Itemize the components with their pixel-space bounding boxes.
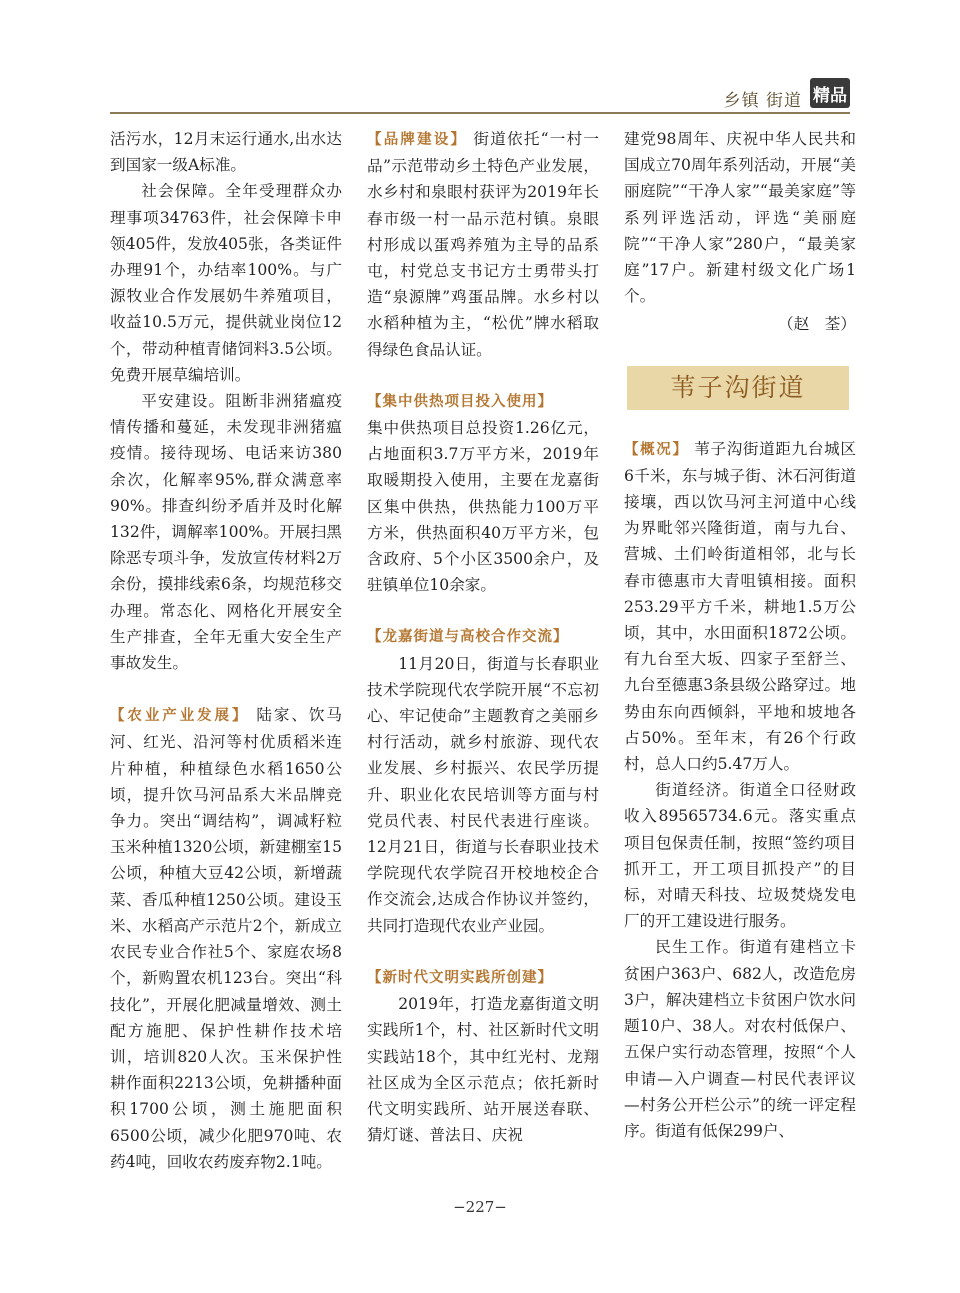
section-label: 乡镇 街道 <box>723 91 802 111</box>
paragraph: 街道经济。街道全口径财政收入89565734.6元。落实重点项目包保责任制，按照“签约项目抓开工，开工项目抓投产”的目标，对晴天科技、垃圾焚烧发电厂的开工建设进行服务。 <box>624 781 856 931</box>
column-1 <box>110 126 342 1175</box>
paragraph: 社会保障。全年受理群众办理事项34763件，社会保障卡申领405件，发放405张，各类证件办理91个，办结率100%。与广源牧业合作发展奶牛养殖项目，收益10.5万元，提供就业岗位12个，带动种植青储饲料3.5公顷。免费开展草编培训。 <box>110 182 342 384</box>
section-tag: 【集中供热项目投入使用】 <box>367 393 553 410</box>
paragraph: 活污水，12月末运行通水,出水达到国家一级A标准。 <box>110 130 342 175</box>
header-rule <box>110 112 850 114</box>
jingpin-logo: 精品 <box>810 78 850 108</box>
column-3 <box>624 126 856 1144</box>
page-header <box>0 0 960 120</box>
paragraph: 民生工作。街道有建档立卡贫困户363户、682人，改造危房3户，解决建档立卡贫困户饮水问题10户、38人。对农村低保户、五保户实行动态管理，按照“个人申请—入户调查—村民代表评议—村务公开栏公示”的统一评定程序。街道有低保299户、 <box>624 938 856 1140</box>
paragraph: 建党98周年、庆祝中华人民共和国成立70周年系列活动，开展“美丽庭院”“干净人家”“最美家庭”等系列评选活动，评选“美丽庭院”“干净人家”280户，“最美家庭”17户。新建村级文化广场1个。 <box>624 130 856 306</box>
paragraph: 【概况】 苇子沟街道距九台城区6千米，东与城子街、沐石河街道接壤，西以饮马河主河道中心线为界毗邻兴隆街道，南与九台、营城、土们岭街道相邻，北与长春市德惠市大青咀镇相接。面积253.29平方千米，耕地1.5万公顷，其中，水田面积1872公顷。有九台至大坂、四家子至舒兰、九台至德惠3条县级公路穿过。地势由东向西倾斜，平地和坡地各占50%。至年末，有26个行政村，总人口约5.47万人。 <box>624 439 856 774</box>
paragraph: 集中供热项目总投资1.26亿元，占地面积3.7万平方米，2019年取暖期投入使用，主要在龙嘉街区集中供热，供热能力100万平方米，供热面积40万平方米，包含政府、5个小区3500余户，及驻镇单位10余家。 <box>367 419 599 595</box>
section-tag: 【品牌建设】 <box>367 132 468 148</box>
page-number: −227− <box>453 1198 507 1216</box>
section-tag: 【概况】 <box>624 441 689 458</box>
paragraph: 【农业产业发展】 陆家、饮马河、红光、沿河等村优质稻米连片种植，种植绿色水稻1650公顷，提升饮马河品系大米品牌竞争力。突出“调结构”，调减籽粒玉米种植1320公顷，新建棚室15公顷，种植大豆42公顷，新增蔬菜、香瓜种植1250公顷。建设玉米、水稻高产示范片2个，新成立农民专业合作社5个、家庭农场8个，新购置农机123台。突出“科技化”，开展化肥减量增效、测土配方施肥、保护性耕作技术培训，培训820人次。玉米保护性耕作面积2213公顷，免耕播种面积1700公顷，测土施肥面积6500公顷，减少化肥970吨、农药4吨，回收农药废弃物2.1吨。 <box>110 706 342 1171</box>
paragraph: 2019年，打造龙嘉街道文明实践所1个，村、社区新时代文明实践站18个，其中红光村、龙翔社区成为全区示范点；依托新时代文明实践所、站开展送春联、猜灯谜、普法日、庆祝 <box>367 995 599 1145</box>
paragraph: 平安建设。阻断非洲猪瘟疫情传播和蔓延，未发现非洲猪瘟疫情。接待现场、电话来访380余次，化解率95%,群众满意率90%。排查纠纷矛盾并及时化解132件，调解率100%。开展扫黑除恶专项斗争，发放宣传材料2万余份，摸排线索6条，均规范移交办理。常态化、网格化开展安全生产排查，全年无重大安全生产事故发生。 <box>110 392 342 673</box>
section-tag: 【新时代文明实践所创建】 <box>367 969 553 986</box>
section-tag: 【龙嘉街道与高校合作交流】 <box>367 629 569 646</box>
column-2 <box>367 126 599 1148</box>
paragraph: 11月20日，街道与长春职业技术学院现代农学院开展“不忘初心、牢记使命”主题教育之美丽乡村行活动，就乡村旅游、现代农业发展、乡村振兴、农民学历提升、职业化农民培训等方面与村党员代表、村民代表进行座谈。12月21日，街道与长春职业技术学院现代农学院召开校地校企合作交流会,达成合作协议并签约，共同打造现代农业产业园。 <box>367 654 599 935</box>
author: （赵 荃） <box>778 315 856 334</box>
paragraph: 【品牌建设】 街道依托“一村一品”示范带动乡土特色产业发展，水乡村和泉眼村获评为2019年长春市级一村一品示范村镇。泉眼村形成以蛋鸡养殖为主导的品系屯，村党总支书记方士勇带头打造“泉源牌”鸡蛋品牌。水乡村以水稻种植为主，“松优”牌水稻取得绿色食品认证。 <box>367 130 599 359</box>
section-title: 苇子沟街道 <box>627 366 849 410</box>
section-tag: 【农业产业发展】 <box>110 708 250 725</box>
